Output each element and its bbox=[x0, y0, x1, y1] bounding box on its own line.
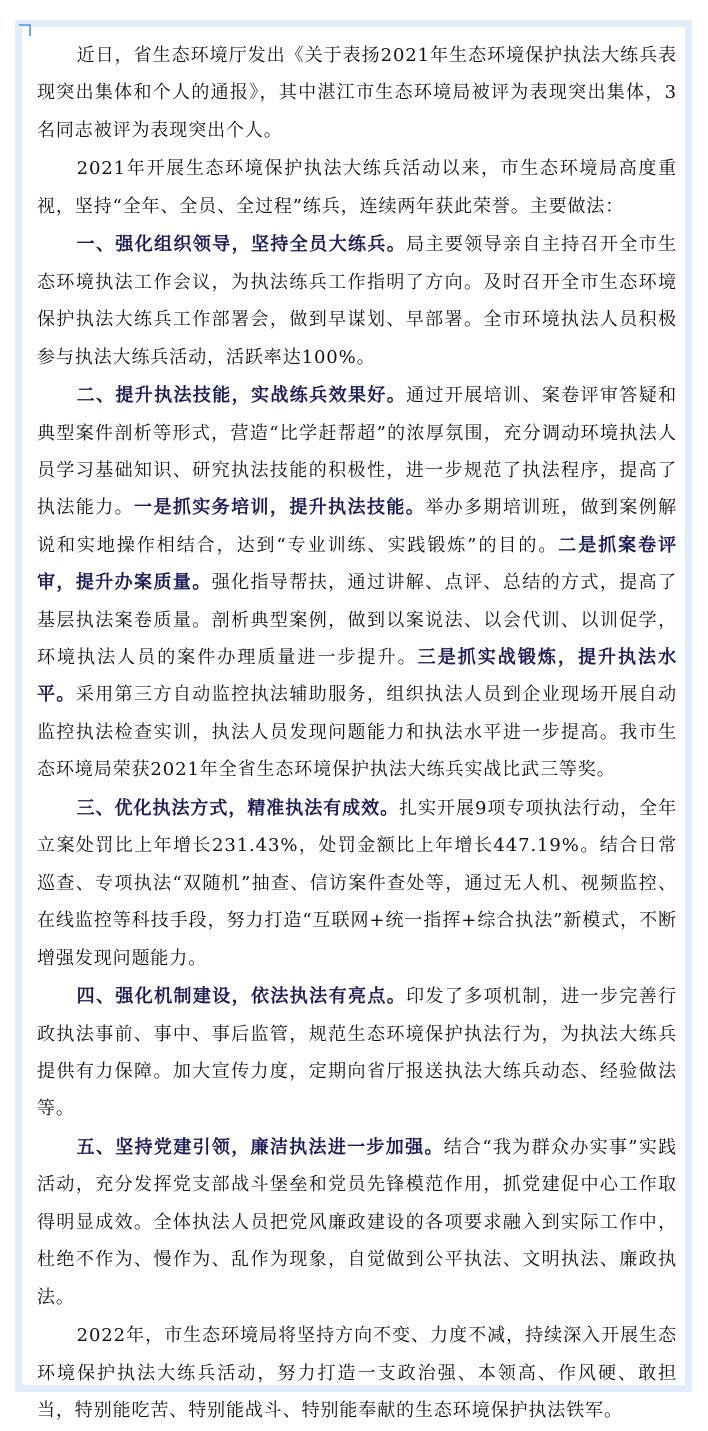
text-run: 局主要领导亲自主持召开全市生态环境执法工作会议，为执法练兵工作指明了方向。及时召开全市生态环境保护执法大练兵工作部署会，做到早谋划、早部署。全市环境执法人员积极参与执法大练兵活动，活跃率达100%。 bbox=[37, 234, 677, 368]
text-run: 采用第三方自动监控执法辅助服务，组织执法人员到企业现场开展自动监控执法检查实训，执法人员发现问题能力和执法水平进一步提高。我市生态环境局荣获2021年全省生态环境保护执法大练兵实战比武三等奖。 bbox=[37, 684, 677, 781]
point-heading: 四、强化机制建设，依法执法有亮点。 bbox=[76, 986, 407, 1008]
paragraph-point-2 bbox=[37, 377, 677, 788]
point-heading: 三、优化执法方式，精准执法有成效。 bbox=[76, 797, 400, 819]
point-heading: 二、提升执法技能，实战练兵效果好。 bbox=[76, 385, 407, 407]
text-run: 印发了多项机制，进一步完善行政执法事前、事中、事后监管，规范生态环境保护执法行为，为执法大练兵提供有力保障。加大宣传力度，定期向省厅报送执法大练兵动态、经验做法等。 bbox=[37, 986, 677, 1120]
paragraph-point-4 bbox=[37, 978, 677, 1128]
text-run: 近日，省生态环境厅发出《关于表扬2021年生态环境保护执法大练兵表现突出集体和个人的通报》，其中湛江市生态环境局被评为表现突出集体，3名同志被评为表现突出个人。 bbox=[37, 45, 677, 141]
text-run: 通过开展培训、案卷评审答疑和典型案件剖析等形式，营造“比学赶帮超”的浓厚氛围，充分调动环境执法人员学习基础知识、研究执法技能的积极性，进一步规范了执法程序，提高了执法能力。 bbox=[37, 385, 677, 519]
sub-heading: 三是抓实战锻炼，提升执法水平。 bbox=[37, 647, 677, 706]
text-run: 2022年，市生态环境局将坚持方向不变、力度不减，持续深入开展生态环境保护执法大练兵活动，努力打造一支政治强、本领高、作风硬、敢担当，特别能吃苦、特别能战斗、特别能奉献的生态环境保护执法铁军。 bbox=[37, 1325, 677, 1421]
sub-heading: 二是抓案卷评审，提升办案质量。 bbox=[37, 534, 677, 594]
text-run: 举办多期培训班，做到案例解说和实地操作相结合，达到“专业训练、实践锻炼”的目的。 bbox=[37, 497, 677, 556]
paragraph-outlook bbox=[37, 1317, 677, 1429]
paragraph-point-5 bbox=[37, 1129, 677, 1316]
text-run: 强化指导帮扶，通过讲解、点评、总结的方式，提高了基层执法案卷质量。剖析典型案例，做到以案说法、以会代训、以训促学，环境执法人员的案件办理质量进一步提升。 bbox=[37, 572, 677, 669]
paragraph-point-3 bbox=[37, 790, 677, 977]
corner-mark-icon bbox=[19, 24, 31, 36]
paragraph-intro bbox=[37, 37, 677, 149]
sub-heading: 一是抓实务培训，提升执法技能。 bbox=[134, 497, 426, 519]
text-run: 结合“我为群众办实事”实践活动，充分发挥党支部战斗堡垒和党员先锋模范作用，抓党建促中心工作取得明显成效。全体执法人员把党风廉政建设的各项要求融入到实际工作中，杜绝不作为、慢作为、乱作为现象，自觉做到公平执法、文明执法、廉政执法。 bbox=[37, 1136, 677, 1308]
article-body bbox=[37, 37, 677, 1431]
paragraph-background bbox=[37, 150, 677, 225]
text-run: 扎实开展9项专项执法行动，全年立案处罚比上年增长231.43%，处罚金额比上年增长447.19%。结合日常巡查、专项执法“双随机”抽查、信访案件查处等，通过无人机、视频监控、在线监控等科技手段，努力打造“互联网+统一指挥+综合执法”新模式，不断增强发现问题能力。 bbox=[37, 797, 677, 969]
point-heading: 一、强化组织领导，坚持全员大练兵。 bbox=[76, 234, 407, 256]
text-run: 2021年开展生态环境保护执法大练兵活动以来，市生态环境局高度重视，坚持“全年、全员、全过程”练兵，连续两年获此荣誉。主要做法： bbox=[37, 158, 677, 217]
point-heading: 五、坚持党建引领，廉洁执法进一步加强。 bbox=[76, 1136, 444, 1158]
paragraph-point-1 bbox=[37, 226, 677, 376]
